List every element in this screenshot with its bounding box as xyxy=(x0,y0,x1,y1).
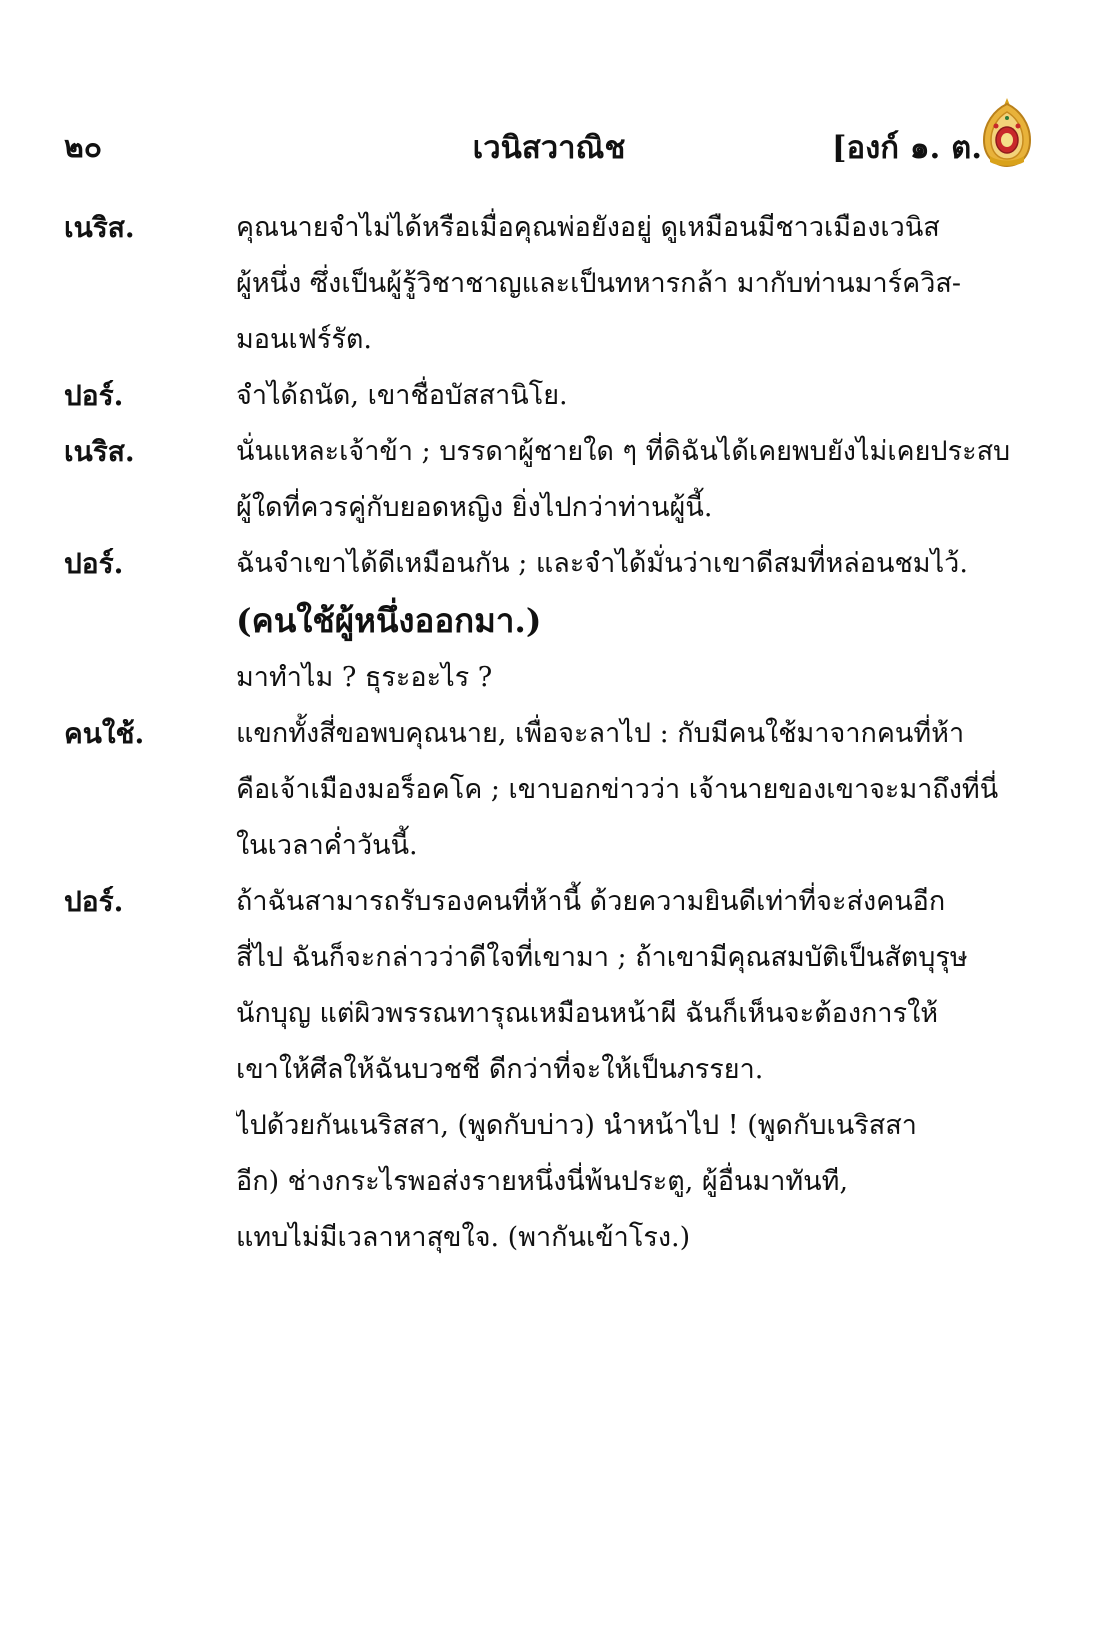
dialogue-line: แทบไม่มีเวลาหาสุขใจ. (พากันเข้าโรง.) xyxy=(236,1222,691,1253)
dialogue-line: แขกทั้งสี่ขอพบคุณนาย, เพื่อจะลาไป : กับมีคนใช้มาจากคนที่ห้า xyxy=(236,718,965,749)
dialogue-line: นักบุญ แต่ผิวพรรณทารุณเหมือนหน้าผี ฉันก็เห็นจะต้องการให้ xyxy=(236,998,939,1029)
speaker-label: ปอร์. xyxy=(64,379,124,412)
speaker-label: ปอร์. xyxy=(64,547,124,580)
page-number: ๒๐ xyxy=(64,130,103,165)
act-reference: [องก์ ๑. ต. xyxy=(831,130,982,166)
running-title: เวนิสวาณิช xyxy=(472,130,626,166)
dialogue-line: สี่ไป ฉันก็จะกล่าวว่าดีใจที่เขามา ; ถ้าเขามีคุณสมบัติเป็นสัตบุรุษ xyxy=(236,942,968,973)
dialogue-entry xyxy=(64,368,1044,424)
dialogue-line: ผู้ใดที่ควรคู่กับยอดหญิง ยิ่งไปกว่าท่านผู้นี้. xyxy=(236,492,713,523)
dialogue-text xyxy=(236,536,1044,592)
dialogue-text xyxy=(236,424,1044,536)
dialogue-line: คุณนายจำไม่ได้หรือเมื่อคุณพ่อยังอยู่ ดูเหมือนมีชาวเมืองเวนิส xyxy=(236,212,940,243)
dialogue-entry xyxy=(64,706,1044,874)
dialogue-line: ในเวลาค่ำวันนี้. xyxy=(236,830,418,861)
speaker-label: เนริส. xyxy=(64,211,135,244)
dialogue-line: นั่นแหละเจ้าข้า ; บรรดาผู้ชายใด ๆ ที่ดิฉันได้เคยพบยังไม่เคยประสบ xyxy=(236,436,1011,467)
dialogue-text xyxy=(236,200,1044,368)
dialogue-entry xyxy=(64,200,1044,368)
dialogue-text xyxy=(236,706,1044,874)
dialogue-line: อีก) ช่างกระไรพอส่งรายหนึ่งนี่พ้นประตู, ผู้อื่นมาทันที, xyxy=(236,1166,849,1197)
dialogue-entry xyxy=(64,536,1044,592)
dialogue-line: เขาให้ศีลให้ฉันบวชชี ดีกว่าที่จะให้เป็นภรรยา. xyxy=(236,1054,764,1085)
dialogue-line: ฉันจำเขาได้ดีเหมือนกัน ; และจำได้มั่นว่าเขาดีสมที่หล่อนชมไว้. xyxy=(236,548,968,579)
speaker-label: ปอร์. xyxy=(64,885,124,918)
script-body xyxy=(64,200,1044,1266)
dialogue-entry xyxy=(64,874,1044,1266)
dialogue-line: ผู้หนึ่ง ซึ่งเป็นผู้รู้วิชาชาญและเป็นทหารกล้า มากับท่านมาร์ควิส- xyxy=(236,268,961,299)
dialogue-line: มอนเฟร์รัต. xyxy=(236,324,372,355)
dialogue-text xyxy=(236,874,1044,1266)
page-header xyxy=(64,114,1034,178)
dialogue-entry xyxy=(64,424,1044,536)
dialogue-line: คือเจ้าเมืองมอร็อคโค ; เขาบอกข่าวว่า เจ้านายของเขาจะมาถึงที่นี่ xyxy=(236,774,999,805)
dialogue-line: ถ้าฉันสามารถรับรองคนที่ห้านี้ ด้วยความยินดีเท่าที่จะส่งคนอีก xyxy=(236,886,946,917)
speaker-label: คนใช้. xyxy=(64,717,145,750)
stage-direction: (คนใช้ผู้หนึ่งออกมา.) xyxy=(236,601,542,640)
dialogue-line: จำได้ถนัด, เขาชื่อบัสสานิโย. xyxy=(236,380,568,411)
dialogue-text xyxy=(236,368,1044,424)
dialogue-continuation: มาทำไม ? ธุระอะไร ? xyxy=(236,662,493,693)
speaker-label: เนริส. xyxy=(64,435,135,468)
emblem-icon xyxy=(980,96,1034,168)
dialogue-line: ไปด้วยกันเนริสสา, (พูดกับบ่าว) นำหน้าไป ! (พูดกับเนริสสา xyxy=(236,1110,917,1141)
